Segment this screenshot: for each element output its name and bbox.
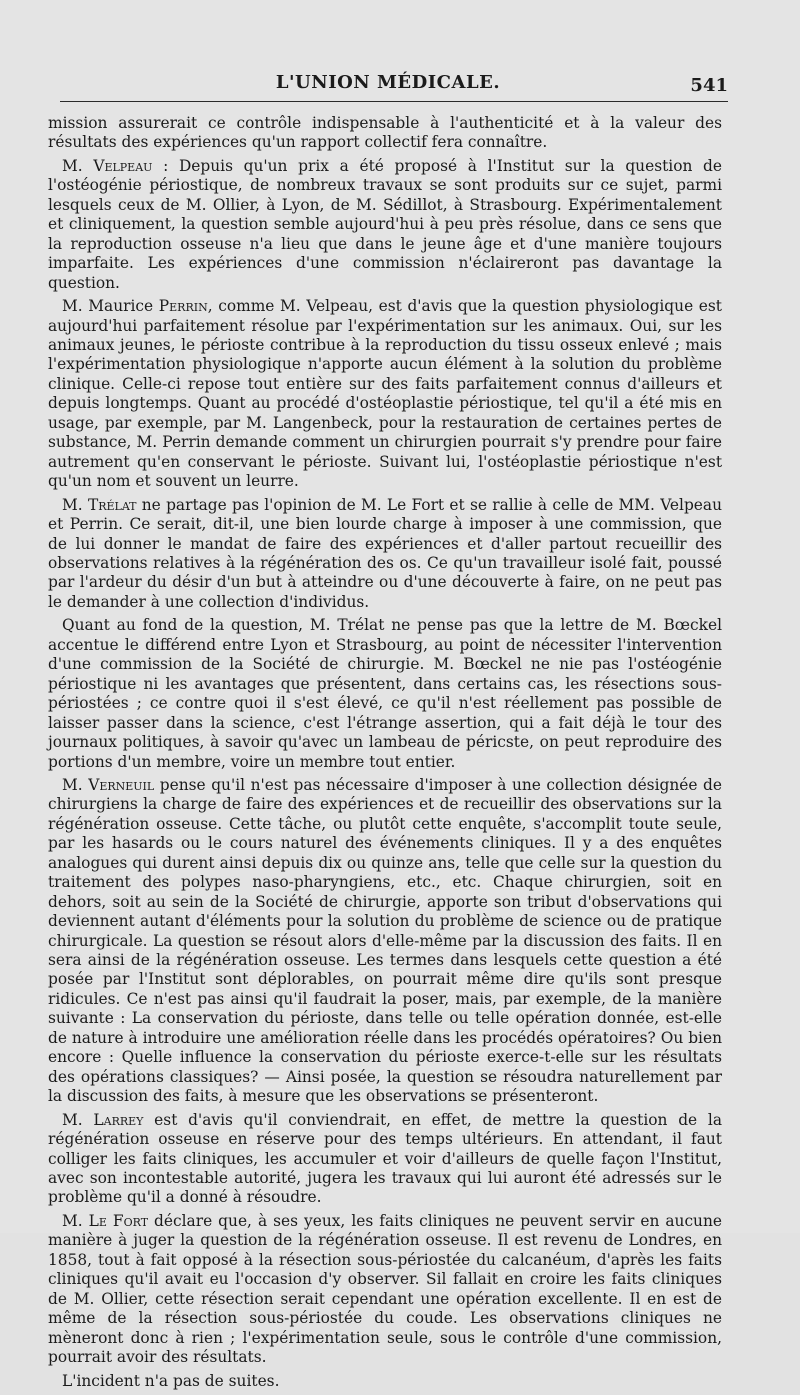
- speaker-prefix: M.: [62, 1110, 94, 1129]
- speaker-prefix: M.: [62, 156, 94, 175]
- speaker-prefix: M.: [62, 775, 89, 794]
- paragraph: [48, 114, 722, 153]
- paragraph-text: : Depuis qu'un prix a été proposé à l'Institut sur la question de l'ostéogénie périostique, de nombreux travaux se sont produits sur ce sujet, parmi lesquels ceux de M. Ollier, à Lyon, de M. Sédillot, à Strasbourg. Expérimentalement et cliniquement, la question semble aujourd'hui à peu près résolue, dans ce sens que la reproduction osseuse n'a lieu que dans le jeune âge et d'une manière toujours imparfaite. Les expériences d'une commission n'éclaireront pas davantage la question.: [48, 156, 723, 292]
- paragraph-text: Quant au fond de la question, M. Trélat ne pense pas que la lettre de M. Bœckel accentue le différend entre Lyon et Strasbourg, au point de nécessiter l'intervention d'une commission de la Société de chirurgie. M. Bœckel ne nie pas l'ostéogénie périostique ni les avantages que présentent, dans certains cas, les résections sous-périostées ; ce contre quoi il s'est élevé, ce qu'il n'est réellement pas possible de laisser passer dans la science, c'est l'étrange assertion, qui a fait déjà le tour des journaux politiques, à savoir qu'avec un lambeau de péricste, on peut reproduire des portions d'un membre, voire un membre tout entier.: [48, 616, 722, 771]
- paragraph-text: pense qu'il n'est pas nécessaire d'imposer à une collection désignée de chirurgiens la charge de faire des expériences et de recueillir des observations sur la régénération osseuse. Cette tâche, ou plutôt cette enquête, s'accomplit toute seule, par les hasards ou le cours naturel des événements cliniques. Il y a des enquêtes analogues qui durent ainsi depuis dix ou quinze ans, telle que celle sur la question du traitement des polypes naso-pharyngiens, etc., etc. Chaque chirurgien, soit en dehors, soit au sein de la Société de chirurgie, apporte son tribut d'observations qui deviennent autant d'éléments pour la solution du problème de science ou de pratique chirurgicale. La question se résout alors d'elle-même par la discussion des faits. Il en sera ainsi de la régénération osseuse. Les termes dans lesquels cette question a été posée par l'Institut sont déplorables, on pourrait même dire qu'ils sont presque ridicules. Ce n'est pas ainsi qu'il faudrait la poser, mais, par exemple, de la manière suivante : La conservation du périoste, dans telle ou telle opération donnée, est-elle de nature à introduire une amélioration réelle dans les procédés opératoires? Ou bien encore : Quelle influence la conservation du périoste exerce-t-elle sur les résultats des opérations classiques? — Ainsi posée, la question se résoudra naturellement par la discussion des faits, à mesure que les observations se présenteront.: [48, 775, 722, 1106]
- header-rule: [60, 101, 728, 102]
- body-text: [48, 114, 722, 1395]
- paragraph: [48, 297, 722, 492]
- paragraph-text: déclare que, à ses yeux, les faits cliniques ne peuvent servir en aucune manière à juger la question de la régénération osseuse. Il est revenu de Londres, en 1858, tout à fait opposé à la résection sous-périostée du calcanéum, d'après les faits cliniques qu'il avait eu l'occasion d'y observer. Sil fallait en croire les faits cliniques de M. Ollier, cette résection serait cependant une opération excellente. Il en est de même de la résection sous-périostée du coude. Les observations cliniques ne mèneront donc à rien ; l'expérimentation seule, sous le contrôle d'une commission, pourrait avoir des résultats.: [48, 1211, 722, 1367]
- page-number: 541: [690, 75, 728, 96]
- paragraph: [48, 1372, 722, 1391]
- paragraph-text: , comme M. Velpeau, est d'avis que la question physiologique est aujourd'hui parfaitement résolue par l'expérimentation sur les animaux. Oui, sur les animaux jeunes, le périoste contribue à la reproduction du tissu osseux enlevé ; mais l'expérimentation physiologique n'apporte aucun élément à la solution du problème clinique. Celle-ci repose tout entière sur des faits parfaitement connus d'ailleurs et depuis longtemps. Quant au procédé d'ostéoplastie périostique, tel qu'il a été mis en usage, par exemple, par M. Langenbeck, pour la restauration de certaines pertes de substance, M. Perrin demande comment un chirurgien pourrait s'y prendre pour faire autrement qu'en conservant le périoste. Suivant lui, l'ostéoplastie périostique n'est qu'un nom et souvent un leurre.: [48, 297, 722, 491]
- paragraph: [48, 1212, 722, 1368]
- speaker-name: Le Fort: [88, 1211, 149, 1230]
- speaker-prefix: M.: [62, 495, 88, 514]
- paragraph-text: mission assurerait ce contrôle indispensable à l'authenticité et à la valeur des résultats des expériences qu'un rapport collectif fera connaître.: [48, 114, 722, 152]
- speaker-name: Velpeau: [93, 156, 153, 175]
- speaker-name: Verneuil: [88, 775, 155, 794]
- paragraph-text: L'incident n'a pas de suites.: [62, 1371, 280, 1390]
- paragraph-text: ne partage pas l'opinion de M. Le Fort et se rallie à celle de MM. Velpeau et Perrin. Ce serait, dit-il, une bien lourde charge à imposer à une commission, que de lui donner le mandat de faire des expériences et d'aller partout recueillir des observations relatives à la régénération des os. Ce qu'un travailleur isolé fait, poussé par l'ardeur du désir d'un but à atteindre ou d'une découverte à faire, on ne peut pas le demander à une collection d'individus.: [48, 495, 723, 611]
- page-header: [48, 72, 728, 98]
- paragraph: [48, 776, 722, 1107]
- running-title: L'UNION MÉDICALE.: [275, 72, 501, 93]
- speaker-name: Perrin: [158, 297, 208, 316]
- paragraph: [48, 157, 722, 293]
- paragraph: [48, 1111, 722, 1208]
- speaker-name: Trélat: [87, 495, 137, 514]
- speaker-prefix: M. Maurice: [62, 297, 159, 316]
- paragraph: [48, 496, 722, 613]
- paragraph-text: est d'avis qu'il conviendrait, en effet, de mettre la question de la régénération osseuse en réserve pour des temps ultérieurs. En attendant, il faut colliger les faits cliniques, les accumuler et voir d'ailleurs de quelle façon l'Institut, avec son incontestable autorité, jugera les travaux qui lui auront été adressés sur le problème qu'il a donné à résoudre.: [48, 1110, 722, 1207]
- speaker-name: Larrey: [93, 1110, 144, 1129]
- paragraph: [48, 616, 722, 772]
- speaker-prefix: M.: [62, 1211, 89, 1230]
